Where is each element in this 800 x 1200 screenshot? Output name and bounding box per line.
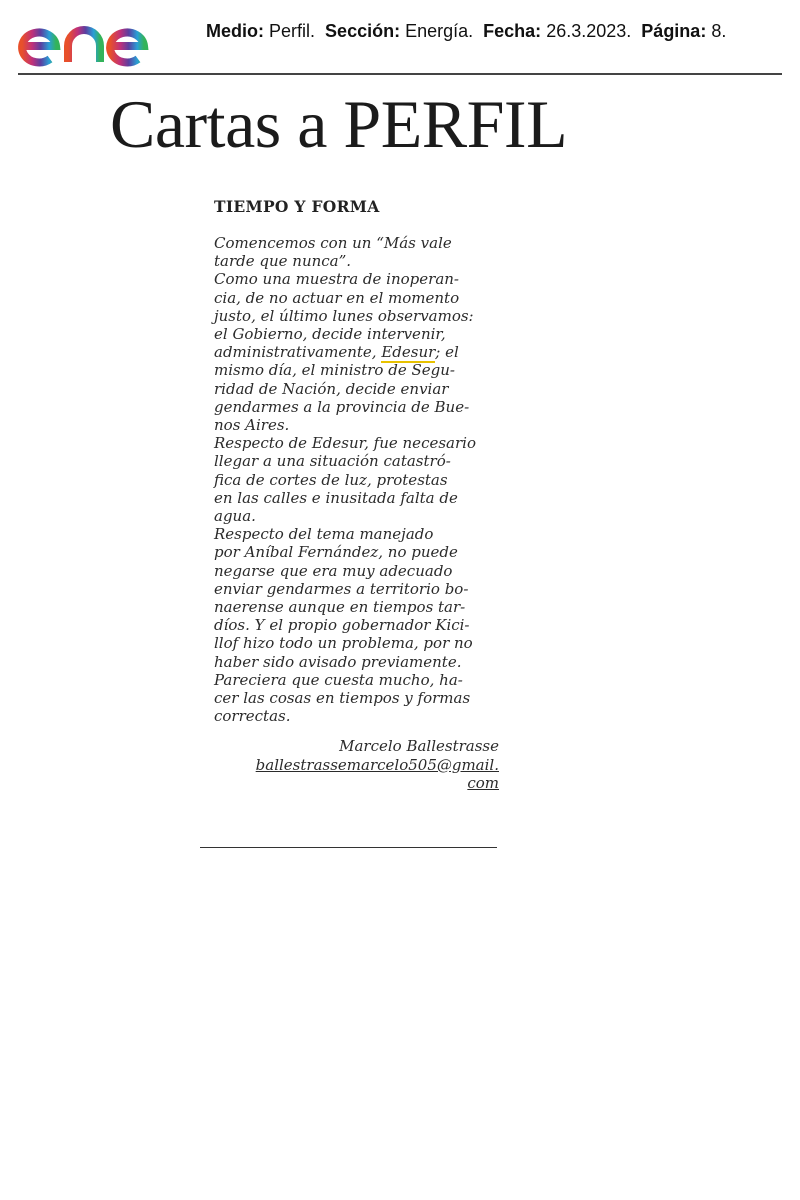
body-line: naerense aunque en tiempos tar- — [214, 598, 466, 617]
body-line-part: ; el — [435, 343, 459, 362]
article-body — [214, 234, 499, 725]
body-line: llegar a una situación catastró- — [214, 452, 451, 471]
author-email-line: com — [467, 773, 499, 792]
body-line: en las calles e inusitada falta de — [214, 488, 458, 507]
author-email-line: ballestrassemarcelo505@gmail. — [255, 755, 499, 774]
body-line: negarse que era muy adecuado — [214, 561, 453, 580]
body-line: Respecto de Edesur, fue necesario — [214, 434, 476, 453]
article-signature — [214, 737, 499, 792]
body-line: por Aníbal Fernández, no puede — [214, 543, 458, 562]
letter-article — [214, 197, 499, 792]
pagina-label: Página: — [641, 21, 707, 41]
body-line: correctas. — [214, 707, 291, 726]
body-line: ridad de Nación, decide enviar — [214, 379, 449, 398]
body-line: el Gobierno, decide intervenir, — [214, 325, 446, 344]
body-line: mismo día, el ministro de Segu- — [214, 361, 455, 380]
body-line: nos Aires. — [214, 416, 290, 435]
body-line: justo, el último lunes observamos: — [214, 306, 474, 325]
body-line: gendarmes a la provincia de Bue- — [214, 397, 470, 416]
body-line-part: administrativamente, — [214, 343, 377, 362]
medio-label: Medio: — [206, 21, 264, 41]
article-headline: TIEMPO Y FORMA — [214, 197, 380, 216]
body-line: Comencemos con un “Más vale — [214, 234, 452, 252]
fecha-value: 26.3.2023. — [546, 21, 632, 41]
body-line: cer las cosas en tiempos y formas — [214, 689, 471, 708]
body-line: haber sido avisado previamente. — [214, 652, 462, 671]
seccion-value: Energía. — [405, 21, 474, 41]
fecha-label: Fecha: — [483, 21, 542, 41]
body-line: Como una muestra de inoperan- — [214, 270, 459, 289]
section-masthead: Cartas a PERFIL — [110, 86, 568, 162]
medio-value: Perfil. — [269, 21, 316, 41]
body-line: fica de cortes de luz, protestas — [214, 470, 448, 489]
highlighted-edesur: Edesur — [381, 343, 436, 362]
body-line: agua. — [214, 507, 256, 526]
body-line — [214, 343, 499, 361]
body-line: Pareciera que cuesta mucho, ha- — [214, 670, 463, 689]
body-line: díos. Y el propio gobernador Kici- — [214, 616, 470, 635]
author-name: Marcelo Ballestrasse — [339, 737, 499, 756]
body-line: Respecto del tema manejado — [214, 525, 434, 544]
body-line: tarde que nunca”. — [214, 252, 352, 271]
seccion-label: Sección: — [325, 21, 401, 41]
clipping-metadata — [206, 21, 726, 42]
header-divider — [18, 73, 782, 75]
body-line: enviar gendarmes a territorio bo- — [214, 579, 469, 598]
body-line: llof hizo todo un problema, por no — [214, 634, 473, 653]
enel-logo — [16, 4, 182, 68]
pagina-value: 8. — [711, 21, 727, 41]
article-end-divider — [200, 847, 497, 848]
body-line: cia, de no actuar en el momento — [214, 288, 460, 307]
